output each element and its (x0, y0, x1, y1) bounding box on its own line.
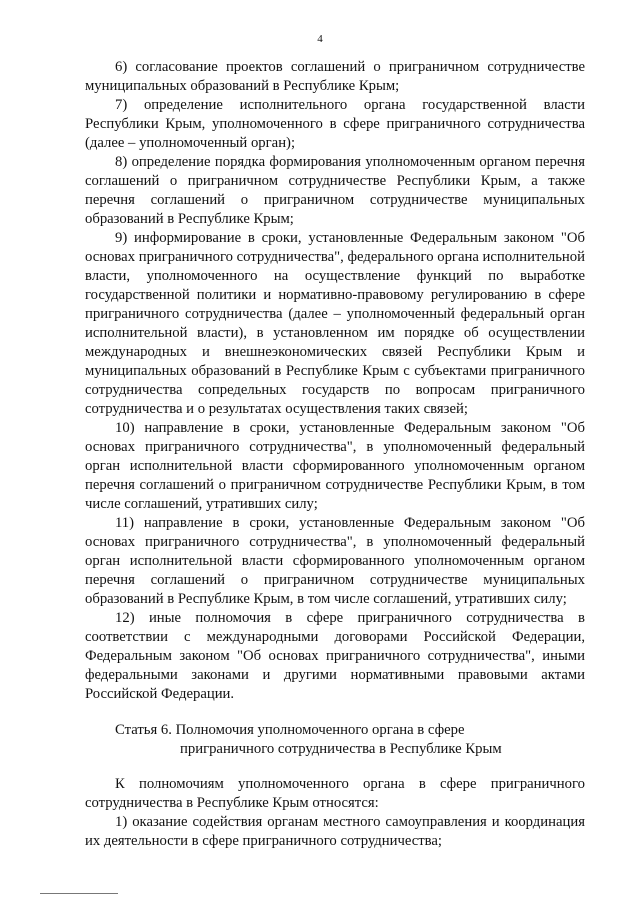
paragraph-item-6: 6) согласование проектов соглашений о приграничном сотрудничестве муниципальных образований в Республике Крым; (85, 59, 585, 94)
paragraph-item-11: 11) направление в сроки, установленные Федеральным законом "Об основах приграничного сотрудничества", в уполномоченный федеральный орган исполнительной власти сформированного уполномоченным органом перечня соглашений о приграничном сотрудничестве муниципальных образований в Республике Крым, в том числе соглашений, утративших силу; (85, 515, 585, 607)
page-number: 4 (317, 33, 323, 45)
article-heading (85, 721, 585, 759)
footer-divider (40, 893, 118, 894)
article-paragraph-item-1: 1) оказание содействия органам местного самоуправления и координация их деятельности в сфере приграничного сотрудничества; (85, 814, 585, 849)
article-heading-line1: Статья 6. Полномочия уполномоченного органа в сфере (115, 722, 465, 738)
document-body (85, 58, 585, 851)
paragraph-item-7: 7) определение исполнительного органа государственной власти Республики Крым, уполномоченного в сфере приграничного сотрудничества (далее – уполномоченный орган); (85, 97, 585, 151)
paragraph-item-9: 9) информирование в сроки, установленные Федеральным законом "Об основах приграничного сотрудничества", федерального органа исполнительной власти, уполномоченного на осуществление функций по выработке государственной политики и нормативно-правовому регулированию в сфере приграничного сотрудничества (далее – уполномоченный федеральный орган исполнительной власти), в установленном им порядке об осуществлении международных и внешнеэкономических связей Республики Крым и муниципальных образований в Республике Крым с субъектами приграничного сотрудничества сопредельных государств по вопросам приграничного сотрудничества и о результатах осуществления таких связей; (85, 230, 585, 417)
paragraph-item-8: 8) определение порядка формирования уполномоченным органом перечня соглашений о приграничном сотрудничестве Республики Крым, а также перечня соглашений о приграничном сотрудничестве муниципальных образований в Республике Крым; (85, 154, 585, 227)
paragraph-item-12: 12) иные полномочия в сфере приграничного сотрудничества в соответствии с международными договорами Российской Федерации, Федеральным законом "Об основах приграничного сотрудничества", иными федеральными законами и другими нормативными правовыми актами Российской Федерации. (85, 610, 585, 702)
paragraph-item-10: 10) направление в сроки, установленные Федеральным законом "Об основах приграничного сотрудничества", в уполномоченный федеральный орган исполнительной власти сформированного уполномоченным органом перечня соглашений о приграничном сотрудничестве Республики Крым, в том числе соглашений, утративших силу; (85, 420, 585, 512)
article-heading-line2: приграничного сотрудничества в Республике Крым (180, 741, 502, 757)
article-intro-paragraph: К полномочиям уполномоченного органа в сфере приграничного сотрудничества в Республике Крым относятся: (85, 776, 585, 811)
